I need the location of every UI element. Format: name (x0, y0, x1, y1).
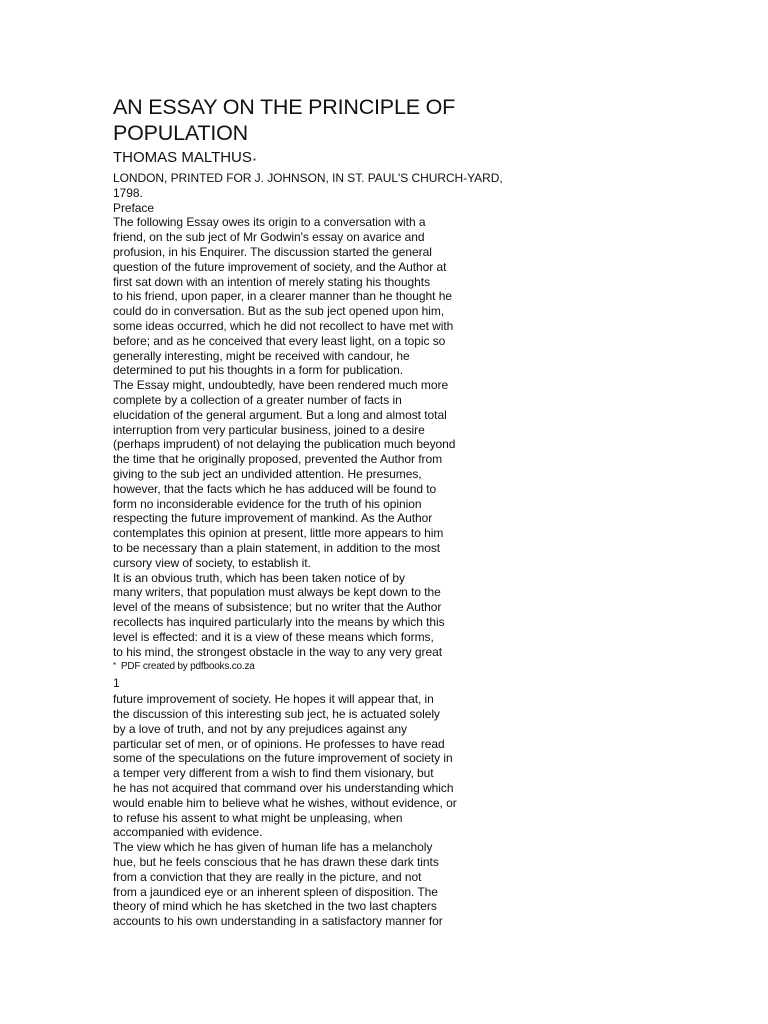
text-line: hue, but he feels conscious that he has drawn these dark tints (113, 855, 439, 870)
text-line: accounts to his own understanding in a satisfactory manner for (113, 914, 443, 929)
title-line: AN ESSAY ON THE PRINCIPLE OF (113, 95, 456, 119)
text-line: by a love of truth, and not by any prejudices against any (113, 721, 408, 736)
text-line: before; and as he conceived that every least light, on a topic so (113, 333, 446, 348)
footnote-text: PDF created by pdfbooks.co.za (120, 661, 255, 673)
text-line: level is effected: and it is a view of these means which forms, (113, 629, 434, 644)
text-line: from a conviction that they are really in the picture, and not (113, 869, 422, 884)
text-line: The view which he has given of human life has a melancholy (113, 840, 433, 855)
section-heading: Preface (113, 200, 155, 215)
text-line: question of the future improvement of society, and the Author at (113, 259, 447, 274)
imprint-line: LONDON, PRINTED FOR J. JOHNSON, IN ST. PAUL'S CHURCH-YARD, (113, 171, 503, 185)
text-line: The following Essay owes its origin to a conversation with a (113, 215, 426, 230)
text-line: giving to the sub ject an undivided attention. He presumes, (113, 466, 422, 481)
text-line: friend, on the sub ject of Mr Godwin's essay on avarice and (113, 230, 425, 245)
text-line: the discussion of this interesting sub ject, he is actuated solely (113, 707, 440, 722)
footnote (113, 659, 493, 673)
text-line: complete by a collection of a greater number of facts in (113, 392, 402, 407)
footnote-mark: * (113, 661, 116, 671)
body-text-before-footnote (113, 215, 493, 659)
imprint (113, 171, 503, 201)
text-line: future improvement of society. He hopes it will appear that, in (113, 692, 434, 707)
author-line (113, 149, 493, 171)
text-line: a temper very different from a wish to find them visionary, but (113, 766, 434, 781)
text-line: would enable him to believe what he wishes, without evidence, or (113, 795, 457, 810)
text-line: particular set of men, or of opinions. He professes to have read (113, 736, 445, 751)
text-line: recollects has inquired particularly into the means by which this (113, 614, 445, 629)
text-line: generally interesting, might be received with candour, he (113, 348, 410, 363)
text-line: level of the means of subsistence; but no writer that the Author (113, 600, 442, 615)
text-line: the time that he originally proposed, prevented the Author from (113, 452, 443, 467)
text-line: to be necessary than a plain statement, in addition to the most (113, 540, 441, 555)
text-line: interruption from very particular business, joined to a desire (113, 422, 425, 437)
title-line: POPULATION (113, 121, 248, 145)
document-title (113, 94, 493, 146)
text-line: accompanied with evidence. (113, 825, 263, 840)
author-name: THOMAS MALTHUS (113, 149, 252, 166)
text-line: however, that the facts which he has adduced will be found to (113, 481, 437, 496)
page-number: 1 (113, 676, 120, 691)
document-page (113, 94, 503, 929)
text-line: some ideas occurred, which he did not recollect to have met with (113, 318, 454, 333)
text-line: contemplates this opinion at present, little more appears to him (113, 526, 444, 541)
text-line: elucidation of the general argument. But a long and almost total (113, 407, 447, 422)
imprint-line: 1798. (113, 185, 143, 200)
text-line: could do in conversation. But as the sub ject opened upon him, (113, 304, 445, 319)
text-line: form no inconsiderable evidence for the truth of his opinion (113, 496, 422, 511)
text-line: (perhaps imprudent) of not delaying the publication much beyond (113, 437, 456, 452)
text-line: he has not acquired that command over his understanding which (113, 781, 454, 796)
text-line: profusion, in his Enquirer. The discussion started the general (113, 244, 432, 259)
text-line: theory of mind which he has sketched in the two last chapters (113, 899, 437, 914)
text-line: to his mind, the strongest obstacle in the way to any very great (113, 644, 442, 659)
text-line: first sat down with an intention of merely stating his thoughts (113, 274, 431, 289)
text-line: to refuse his assent to what might be unpleasing, when (113, 810, 403, 825)
text-line: to his friend, upon paper, in a clearer manner than he thought he (113, 289, 452, 304)
text-line: The Essay might, undoubtedly, have been rendered much more (113, 378, 449, 393)
body-text-after-footnote (113, 692, 493, 929)
text-line: from a jaundiced eye or an inherent spleen of disposition. The (113, 884, 438, 899)
text-line: respecting the future improvement of mankind. As the Author (113, 511, 433, 526)
text-line: many writers, that population must always be kept down to the (113, 585, 441, 600)
text-line: It is an obvious truth, which has been taken notice of by (113, 570, 405, 585)
text-line: determined to put his thoughts in a form for publication. (113, 363, 403, 378)
author-footnote-mark: * (252, 157, 257, 166)
text-line: some of the speculations on the future improvement of society in (113, 751, 453, 766)
text-line: cursory view of society, to establish it. (113, 555, 311, 570)
